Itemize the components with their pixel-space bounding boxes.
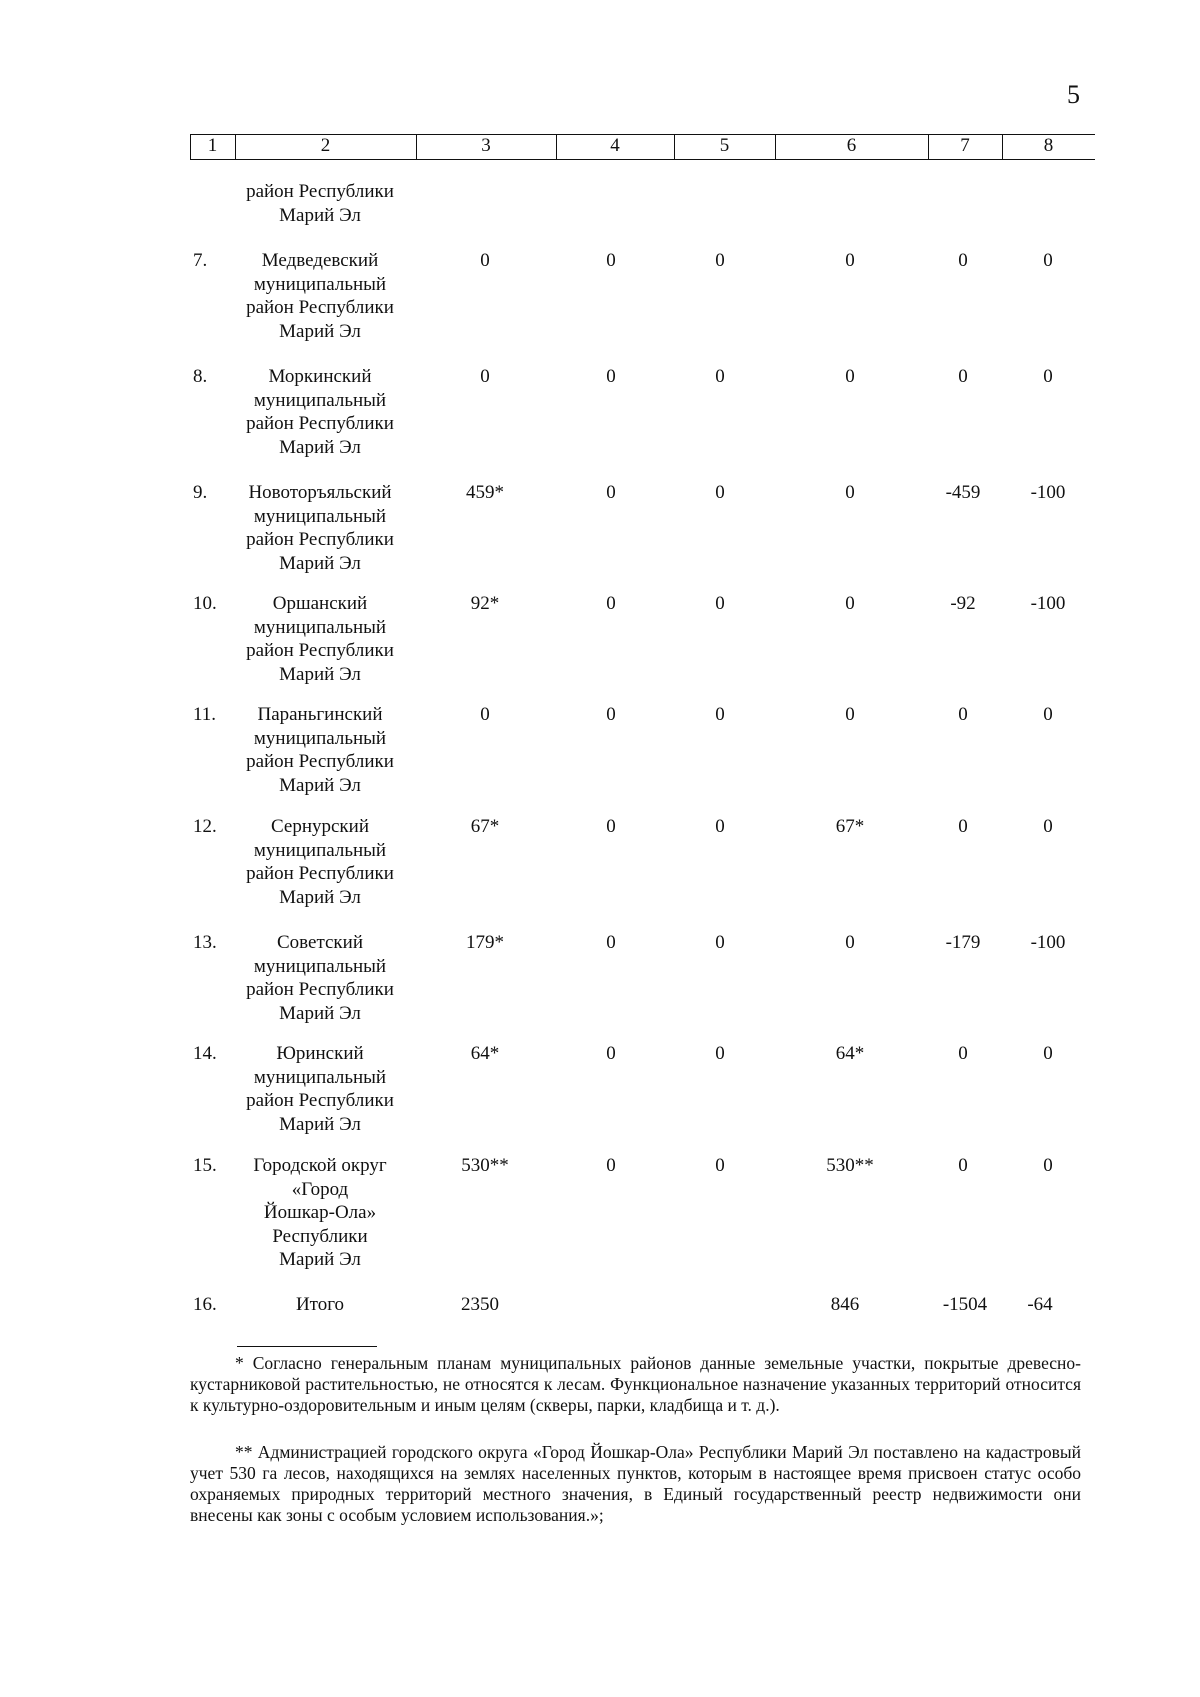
cell-col3: 530** <box>461 1155 509 1176</box>
cell-col3: 2350 <box>461 1294 499 1315</box>
cell-col8: 0 <box>1043 250 1053 271</box>
cell-col7: 0 <box>958 1043 968 1064</box>
row-number: 7. <box>193 250 208 271</box>
cell-col7: 0 <box>958 250 968 271</box>
header-cell-2: 2 <box>320 135 331 156</box>
cell-col5: 0 <box>715 482 725 503</box>
page-number: 5 <box>1067 80 1080 109</box>
district-name: Оршанский муниципальный район Республики Марий Эл <box>246 593 394 685</box>
cell-col5: 0 <box>715 593 725 614</box>
cell-col3: 179* <box>466 932 504 953</box>
cell-col5: 0 <box>715 1155 725 1176</box>
district-name: Медведевский муниципальный район Республики Марий Эл <box>246 250 394 342</box>
cell-col5: 0 <box>715 1043 725 1064</box>
cell-col3: 0 <box>480 704 490 725</box>
district-name: Параньгинский муниципальный район Республики Марий Эл <box>246 704 394 796</box>
cell-col3: 67* <box>470 816 500 837</box>
header-cell-3: 3 <box>481 135 491 156</box>
header-cell-4: 4 <box>610 135 620 156</box>
cell-col3: 92* <box>470 593 500 614</box>
header-cell-1: 1 <box>207 135 218 156</box>
row-number: 13. <box>193 932 217 953</box>
total-label: Итого <box>295 1294 345 1315</box>
cell-col7: 0 <box>958 704 968 725</box>
cell-col6: 846 <box>830 1294 860 1315</box>
cell-col7: 0 <box>958 816 968 837</box>
cell-col3: 459* <box>466 482 504 503</box>
row-number: 16. <box>193 1294 217 1315</box>
district-name: Моркинский муниципальный район Республики Марий Эл <box>246 366 394 458</box>
cell-col5: 0 <box>715 250 725 271</box>
cell-col6: 530** <box>826 1155 874 1176</box>
cell-col5: 0 <box>715 816 725 837</box>
cell-col3: 64* <box>470 1043 500 1064</box>
row-number: 12. <box>193 816 217 837</box>
row-number: 11. <box>193 704 217 725</box>
cell-col7: -179 <box>945 932 981 953</box>
footnote-single-asterisk: * Согласно генеральным планам муниципальных районов данные земельные участки, покрытые древесно-кустарниковой растительностью, не относятся к лесам. Функциональное назначение указанных территорий относится к культурно-оздоровительным и иным целям (скверы, парки, кладбища и т. д.). <box>190 1353 1081 1415</box>
cell-col4: 0 <box>606 1155 616 1176</box>
cell-col3: 0 <box>480 250 490 271</box>
cell-col8: -100 <box>1030 932 1066 953</box>
row-number: 9. <box>193 482 208 503</box>
cell-col4: 0 <box>606 816 616 837</box>
district-name: район Республики Марий Эл <box>246 181 394 226</box>
cell-col7: 0 <box>958 366 968 387</box>
cell-col8: 0 <box>1043 366 1053 387</box>
cell-col4: 0 <box>606 1043 616 1064</box>
district-name: Юринский муниципальный район Республики Марий Эл <box>246 1043 394 1135</box>
cell-col8: 0 <box>1043 816 1053 837</box>
cell-col8: 0 <box>1043 704 1053 725</box>
cell-col6: 0 <box>845 593 855 614</box>
cell-col3: 0 <box>480 366 490 387</box>
row-number: 10. <box>193 593 217 614</box>
cell-col6: 0 <box>845 704 855 725</box>
cell-col8: -100 <box>1030 482 1066 503</box>
cell-col7: -92 <box>950 593 976 614</box>
cell-col4: 0 <box>606 366 616 387</box>
cell-col4: 0 <box>606 932 616 953</box>
district-name: Сернурский муниципальный район Республики Марий Эл <box>246 816 394 908</box>
cell-col4: 0 <box>606 593 616 614</box>
cell-col7: -1504 <box>942 1294 988 1315</box>
footnote-separator <box>237 1346 377 1347</box>
cell-col6: 0 <box>845 366 855 387</box>
district-name: Городской округ «Город Йошкар-Ола» Республики Марий Эл <box>253 1155 387 1270</box>
cell-col8: -64 <box>1027 1294 1053 1315</box>
district-name: Новоторъяльский муниципальный район Республики Марий Эл <box>246 482 394 574</box>
cell-col8: -100 <box>1030 593 1066 614</box>
header-cell-8: 8 <box>1043 135 1054 156</box>
cell-col6: 0 <box>845 932 855 953</box>
cell-col6: 64* <box>835 1043 865 1064</box>
cell-col6: 67* <box>835 816 865 837</box>
cell-col8: 0 <box>1043 1155 1053 1176</box>
cell-col7: 0 <box>958 1155 968 1176</box>
cell-col6: 0 <box>845 250 855 271</box>
cell-col7: -459 <box>945 482 981 503</box>
cell-col4: 0 <box>606 704 616 725</box>
header-cell-6: 6 <box>846 135 857 156</box>
cell-col8: 0 <box>1043 1043 1053 1064</box>
cell-col5: 0 <box>715 366 725 387</box>
row-number: 14. <box>193 1043 217 1064</box>
cell-col5: 0 <box>715 932 725 953</box>
header-cell-7: 7 <box>960 135 970 156</box>
cell-col6: 0 <box>845 482 855 503</box>
header-cell-5: 5 <box>719 135 730 156</box>
row-number: 8. <box>193 366 208 387</box>
row-number: 15. <box>193 1155 217 1176</box>
cell-col5: 0 <box>715 704 725 725</box>
cell-col4: 0 <box>606 250 616 271</box>
district-name: Советский муниципальный район Республики Марий Эл <box>246 932 394 1024</box>
cell-col4: 0 <box>606 482 616 503</box>
footnote-double-asterisk: ** Администрацией городского округа «Город Йошкар-Ола» Республики Марий Эл поставлено на кадастровый учет 530 га лесов, находящихся на землях населенных пунктов, которым в настоящее время присвоен статус особо охраняемых природных территорий местного значения, в Единый государственный реестр недвижимости они внесены как зоны с особым условием использования.»; <box>190 1442 1081 1525</box>
